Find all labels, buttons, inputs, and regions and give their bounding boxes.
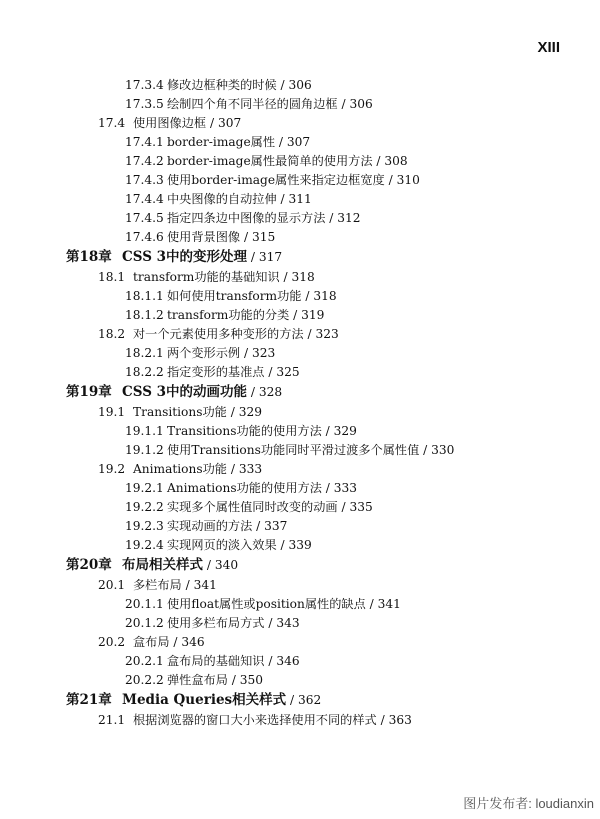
page-separator: / [276, 538, 289, 552]
entry-number: 第18章 [66, 249, 112, 265]
entry-number: 19.2.1 [125, 481, 164, 495]
entry-title-text: 中央图像的自动拉伸 [167, 192, 277, 206]
entry-title [167, 671, 263, 690]
page-separator: / [279, 270, 292, 284]
entry-title-text: border-image属性 [167, 135, 276, 149]
section-entry [0, 268, 600, 287]
entry-page: 319 [301, 308, 325, 322]
entry-title-text: 弹性盒布局 [167, 673, 228, 687]
section-entry [0, 633, 600, 652]
entry-title-text: Media Queries相关样式 [122, 692, 287, 708]
subsection-entry [0, 536, 600, 555]
entry-title [122, 555, 238, 576]
entry-title-text: 对一个元素使用多种变形的方法 [133, 327, 304, 341]
entry-page: 317 [258, 250, 283, 264]
table-of-contents [0, 76, 600, 730]
entry-title [167, 517, 287, 536]
entry-number: 17.4.6 [125, 230, 164, 244]
section-entry [0, 114, 600, 133]
entry-title [167, 363, 300, 382]
page-separator: / [275, 135, 287, 149]
page-separator: / [337, 500, 350, 514]
subsection-entry [0, 209, 600, 228]
entry-title [167, 498, 373, 517]
entry-page: 333 [238, 462, 263, 476]
entry-number: 18.1.2 [125, 308, 164, 322]
entry-page: 346 [181, 635, 205, 649]
entry-page: 337 [264, 519, 288, 533]
page-separator: / [227, 673, 240, 687]
entry-page: 323 [251, 346, 276, 360]
entry-title-text: Transitions功能 [133, 405, 227, 419]
entry-title-text: Transitions功能的使用方法 [167, 424, 322, 438]
page-separator: / [203, 558, 215, 572]
entry-number: 17.3.4 [125, 78, 164, 92]
entry-title-text: 使用float属性或position属性的缺点 [167, 597, 366, 611]
entry-title [167, 152, 408, 171]
entry-title-text: 修改边框种类的时候 [167, 78, 277, 92]
entry-page: 362 [298, 693, 322, 707]
chapter-entry [0, 247, 600, 268]
entry-title-text: CSS 3中的变形处理 [122, 249, 248, 265]
entry-title [133, 114, 241, 133]
section-entry [0, 576, 600, 595]
page-separator: / [226, 462, 239, 476]
page-separator: / [289, 308, 302, 322]
entry-title-text: 绘制四个角不同半径的圆角边框 [167, 97, 338, 111]
entry-page: 325 [276, 365, 300, 379]
entry-page: 306 [288, 78, 312, 92]
page-separator: / [264, 616, 277, 630]
subsection-entry [0, 498, 600, 517]
entry-title [133, 268, 315, 287]
watermark: 图片发布者: loudianxin [463, 796, 594, 811]
entry-title [133, 576, 217, 595]
page-separator: / [372, 154, 385, 168]
entry-page: 335 [349, 500, 373, 514]
entry-title [167, 95, 373, 114]
page-separator: / [264, 365, 277, 379]
entry-page: 315 [251, 230, 276, 244]
entry-title-text: 使用多栏布局方式 [167, 616, 265, 630]
entry-number: 17.3.5 [125, 97, 164, 111]
entry-title-text: 布局相关样式 [122, 557, 203, 573]
page-separator: / [276, 192, 289, 206]
entry-page: 307 [217, 116, 242, 130]
subsection-entry [0, 614, 600, 633]
page-separator: / [365, 597, 378, 611]
section-entry [0, 403, 600, 422]
entry-title [167, 441, 454, 460]
entry-number: 18.2.2 [125, 365, 164, 379]
entry-page: 343 [276, 616, 300, 630]
page-separator: / [384, 173, 397, 187]
entry-page: 329 [238, 405, 262, 419]
entry-number: 20.2.1 [125, 654, 164, 668]
entry-number: 17.4.2 [125, 154, 164, 168]
subsection-entry [0, 190, 600, 209]
subsection-entry [0, 306, 600, 325]
entry-page: 307 [286, 135, 311, 149]
page-separator: / [286, 693, 299, 707]
entry-title-text: 指定四条边中图像的显示方法 [167, 211, 326, 225]
entry-title-text: 根据浏览器的窗口大小来选择使用不同的样式 [133, 713, 377, 727]
page-separator: / [419, 443, 432, 457]
entry-number: 17.4.3 [125, 173, 164, 187]
entry-number: 17.4 [98, 116, 126, 130]
page-separator: / [252, 519, 265, 533]
entry-number: 第19章 [66, 384, 112, 400]
entry-number: 19.2 [98, 462, 126, 476]
entry-page: 323 [315, 327, 339, 341]
entry-page: 340 [214, 558, 239, 572]
page-separator: / [226, 405, 239, 419]
entry-title-text: 使用Transitions功能同时平滑过渡多个属性值 [167, 443, 420, 457]
entry-page: 308 [384, 154, 408, 168]
entry-title [167, 479, 357, 498]
page-separator: / [321, 424, 334, 438]
entry-title-text: 指定变形的基准点 [167, 365, 265, 379]
page-separator: / [206, 116, 218, 130]
entry-page: 333 [333, 481, 358, 495]
entry-number: 20.1 [98, 578, 126, 592]
entry-title [167, 595, 401, 614]
section-entry [0, 325, 600, 344]
entry-page: 318 [291, 270, 315, 284]
entry-title-text: CSS 3中的动画功能 [122, 384, 248, 400]
entry-number: 18.1.1 [125, 289, 164, 303]
subsection-entry [0, 344, 600, 363]
section-entry [0, 711, 600, 730]
chapter-entry [0, 382, 600, 403]
entry-title [133, 325, 339, 344]
entry-number: 17.4.1 [125, 135, 164, 149]
page-separator: / [247, 385, 259, 399]
entry-number: 20.2 [98, 635, 126, 649]
entry-number: 19.2.2 [125, 500, 164, 514]
entry-number: 20.1.1 [125, 597, 164, 611]
entry-number: 20.1.2 [125, 616, 164, 630]
entry-title [133, 403, 262, 422]
entry-number: 第20章 [66, 557, 112, 573]
entry-title [133, 711, 412, 730]
page-separator: / [301, 289, 314, 303]
entry-page: 363 [388, 713, 412, 727]
subsection-entry [0, 479, 600, 498]
entry-title-text: 实现动画的方法 [167, 519, 253, 533]
entry-title [167, 306, 324, 325]
entry-number: 19.1.1 [125, 424, 164, 438]
subsection-entry [0, 422, 600, 441]
entry-title [133, 633, 205, 652]
entry-title-text: 实现网页的淡入效果 [167, 538, 277, 552]
page-separator: / [240, 346, 252, 360]
chapter-entry [0, 690, 600, 711]
entry-page: 328 [258, 385, 283, 399]
entry-number: 19.2.3 [125, 519, 164, 533]
entry-title [167, 652, 300, 671]
page-separator: / [169, 635, 182, 649]
entry-title-text: 多栏布局 [133, 578, 182, 592]
page-separator: / [264, 654, 277, 668]
entry-title [167, 133, 310, 152]
entry-number: 19.1 [98, 405, 126, 419]
entry-page: 346 [276, 654, 300, 668]
entry-title [167, 76, 312, 95]
subsection-entry [0, 287, 600, 306]
entry-title-text: 使用背景图像 [167, 230, 241, 244]
entry-title [167, 287, 337, 306]
chapter-entry [0, 555, 600, 576]
page-separator: / [303, 327, 316, 341]
entry-title [122, 247, 282, 268]
entry-page: 311 [288, 192, 312, 206]
subsection-entry [0, 441, 600, 460]
entry-number: 18.1 [98, 270, 126, 284]
subsection-entry [0, 76, 600, 95]
entry-page: 329 [333, 424, 357, 438]
entry-title [167, 536, 312, 555]
entry-title [167, 209, 361, 228]
subsection-entry [0, 171, 600, 190]
entry-title [167, 422, 357, 441]
entry-number: 20.2.2 [125, 673, 164, 687]
entry-title-text: transform功能的基础知识 [133, 270, 280, 284]
entry-title [167, 614, 300, 633]
entry-number: 21.1 [98, 713, 126, 727]
entry-title [167, 171, 420, 190]
entry-title-text: 使用border-image属性来指定边框宽度 [167, 173, 385, 187]
page-separator: / [181, 578, 194, 592]
entry-page: 330 [431, 443, 455, 457]
subsection-entry [0, 671, 600, 690]
entry-title-text: 两个变形示例 [167, 346, 241, 360]
entry-page: 341 [377, 597, 401, 611]
subsection-entry [0, 152, 600, 171]
subsection-entry [0, 95, 600, 114]
entry-number: 18.2 [98, 327, 126, 341]
entry-page: 312 [337, 211, 361, 225]
entry-title-text: 使用图像边框 [133, 116, 207, 130]
entry-page: 341 [193, 578, 217, 592]
entry-title [167, 344, 275, 363]
entry-number: 17.4.5 [125, 211, 164, 225]
page-separator: / [321, 481, 334, 495]
page-separator: / [276, 78, 289, 92]
entry-title-text: transform功能的分类 [167, 308, 290, 322]
entry-page: 306 [349, 97, 373, 111]
page-separator: / [337, 97, 350, 111]
entry-title [133, 460, 262, 479]
entry-number: 19.2.4 [125, 538, 164, 552]
entry-number: 19.1.2 [125, 443, 164, 457]
subsection-entry [0, 595, 600, 614]
entry-page: 350 [239, 673, 264, 687]
entry-title [122, 382, 282, 403]
entry-title-text: 如何使用transform功能 [167, 289, 302, 303]
page-separator: / [240, 230, 252, 244]
subsection-entry [0, 517, 600, 536]
entry-title [167, 228, 275, 247]
entry-number: 17.4.4 [125, 192, 164, 206]
page-separator: / [376, 713, 389, 727]
subsection-entry [0, 652, 600, 671]
section-entry [0, 460, 600, 479]
entry-title-text: 盒布局的基础知识 [167, 654, 265, 668]
entry-title-text: border-image属性最简单的使用方法 [167, 154, 373, 168]
entry-title-text: Animations功能的使用方法 [167, 481, 322, 495]
subsection-entry [0, 228, 600, 247]
entry-page: 310 [396, 173, 420, 187]
entry-page: 318 [313, 289, 337, 303]
entry-number: 第21章 [66, 692, 112, 708]
subsection-entry [0, 363, 600, 382]
entry-page: 339 [288, 538, 312, 552]
entry-title [167, 190, 312, 209]
page-separator: / [247, 250, 259, 264]
entry-title-text: 盒布局 [133, 635, 170, 649]
entry-title-text: 实现多个属性值同时改变的动画 [167, 500, 338, 514]
entry-title [122, 690, 321, 711]
entry-title-text: Animations功能 [133, 462, 227, 476]
entry-number: 18.2.1 [125, 346, 164, 360]
subsection-entry [0, 133, 600, 152]
page-separator: / [325, 211, 338, 225]
page-number: XIII [537, 39, 560, 56]
